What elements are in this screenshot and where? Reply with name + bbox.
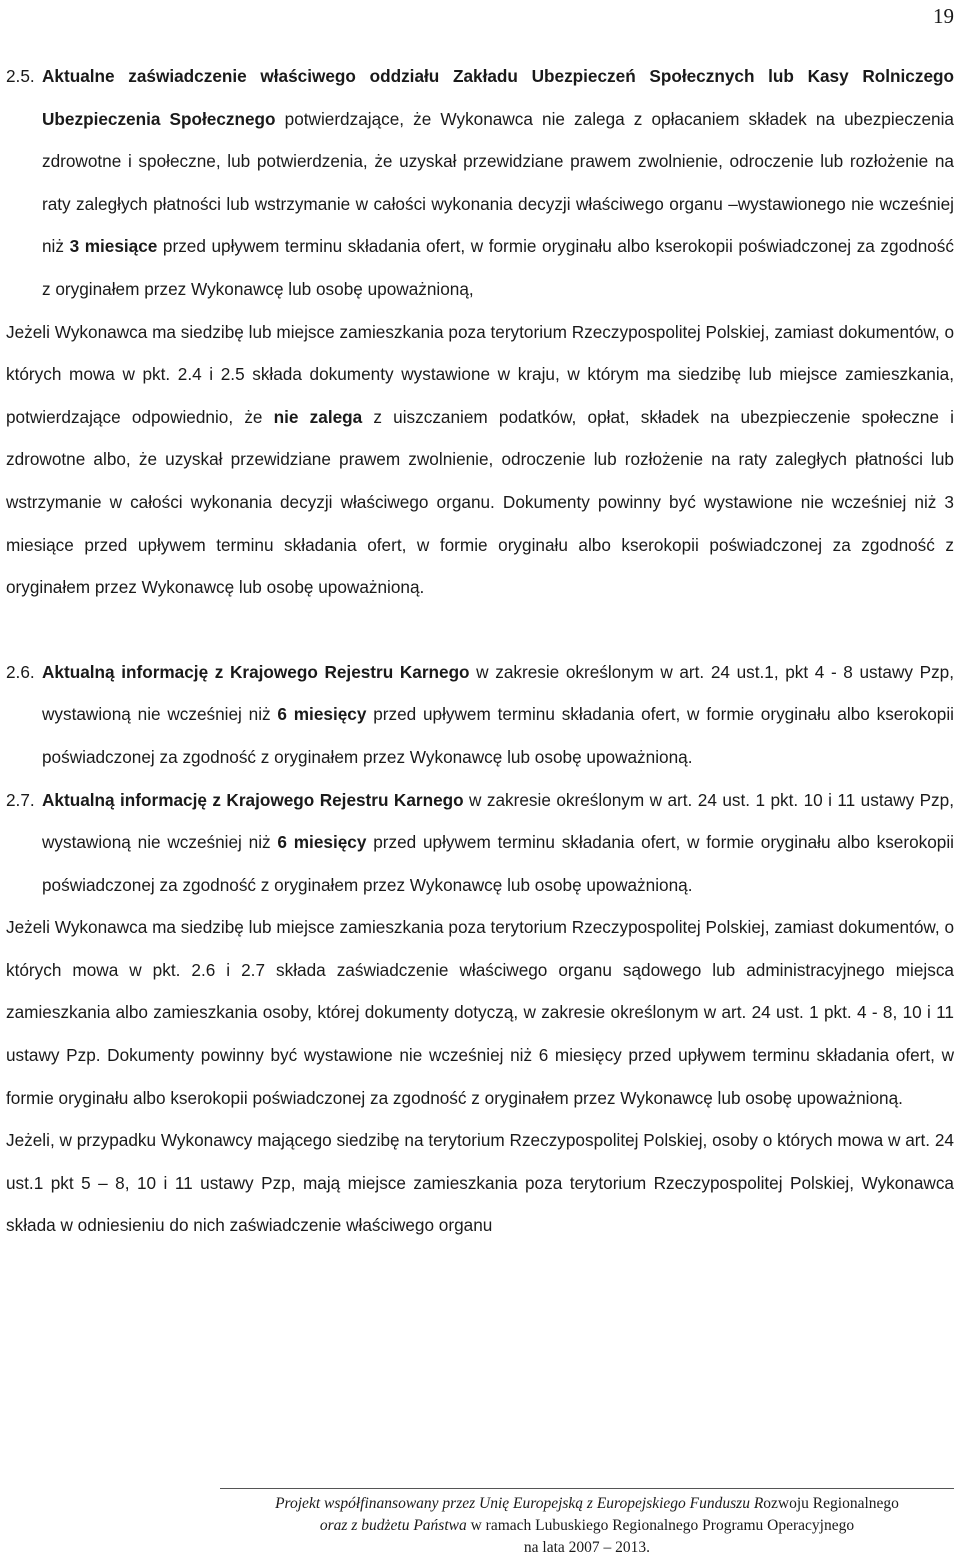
deadline-emphasis: 6 miesięcy bbox=[277, 832, 367, 853]
section-number: 2.5. bbox=[6, 66, 35, 86]
footer-line-2: oraz z budżetu Państwa w ramach Lubuskiego Regionalnego Programu Operacyjnego bbox=[319, 1517, 855, 1534]
footer-line-1: Projekt współfinansowany przez Unię Europejską z Europejskiego Funduszu Rozwoju Regionalnego bbox=[275, 1495, 899, 1512]
document-body bbox=[6, 55, 954, 1247]
section-2-6: 2.6. Aktualną informację z Krajowego Rejestru Karnego w zakresie określonym w art. 24 ust.1, pkt 4 - 8 ustawy Pzp, wystawioną nie wcześniej niż 6 miesięcy przed upływem terminu składania ofert, w formie oryginału albo kserokopii poświadczonej za zgodność z oryginałem przez Wykonawcę lub osobę upoważnioną. bbox=[6, 651, 954, 779]
page-footer bbox=[220, 1488, 954, 1559]
emphasis-nie-zalega: nie zalega bbox=[273, 406, 363, 427]
section-2-5: 2.5. Aktualne zaświadczenie właściwego oddziału Zakładu Ubezpieczeń Społecznych lub Kasy Rolniczego Ubezpieczenia Społecznego potwierdzające, że Wykonawca nie zalega z opłacaniem składek na ubezpieczenia zdrowotne i społeczne, lub potwierdzenia, że uzyskał przewidziane prawem zwolnienie, odroczenie lub rozłożenie na raty zaległych płatności lub wstrzymanie w całości wykonania decyzji właściwego organu –wystawionego nie wcześniej niż 3 miesiące przed upływem terminu składania ofert, w formie oryginału albo kserokopii poświadczonej za zgodność z oryginałem przez Wykonawcę lub osobę upoważnioną, bbox=[6, 55, 954, 311]
deadline-emphasis: 3 miesiące bbox=[69, 236, 158, 257]
section-heading: Aktualną informację z Krajowego Rejestru Karnego bbox=[42, 661, 470, 682]
footer-line-3: na lata 2007 – 2013. bbox=[523, 1539, 651, 1556]
section-number: 2.7. bbox=[6, 789, 35, 810]
deadline-emphasis: 6 miesięcy bbox=[277, 704, 367, 725]
page-number: 19 bbox=[933, 4, 954, 28]
section-heading: Aktualne zaświadczenie właściwego oddziału Zakładu Ubezpieczeń Społecznych lub Kasy Rolniczego Ubezpieczenia Społecznego bbox=[42, 66, 954, 129]
spacer bbox=[6, 609, 954, 651]
section-heading: Aktualną informację z Krajowego Rejestru Karnego bbox=[42, 789, 464, 810]
paragraph-foreign-contractor-1: Jeżeli Wykonawca ma siedzibę lub miejsce zamieszkania poza terytorium Rzeczypospolitej Polskiej, zamiast dokumentów, o których mowa w pkt. 2.4 i 2.5 składa dokumenty wystawione w kraju, w którym ma siedzibę lub miejsce zamieszkania, potwierdzające odpowiednio, że nie zalega z uiszczaniem podatków, opłat, składek na ubezpieczenie społeczne i zdrowotne albo, że uzyskał przewidziane prawem zwolnienie, odroczenie lub rozłożenie na raty zaległych płatności lub wstrzymanie w całości wykonania decyzji właściwego organu. Dokumenty powinny być wystawione nie wcześniej niż 3 miesiące przed upływem terminu składania ofert, w formie oryginału albo kserokopii poświadczonej za zgodność z oryginałem przez Wykonawcę lub osobę upoważnioną. bbox=[6, 321, 954, 598]
paragraph-foreign-persons: Jeżeli, w przypadku Wykonawcy mającego siedzibę na terytorium Rzeczypospolitej Polskiej, osoby o których mowa w art. 24 ust.1 pkt 5 – 8, 10 i 11 ustawy Pzp, mają miejsce zamieszkania poza terytorium Rzeczypospolitej Polskiej, Wykonawca składa w odniesieniu do nich zaświadczenie właściwego organu bbox=[6, 1130, 954, 1236]
section-number: 2.6. bbox=[6, 661, 35, 682]
paragraph-foreign-contractor-2: Jeżeli Wykonawca ma siedzibę lub miejsce zamieszkania poza terytorium Rzeczypospolitej Polskiej, zamiast dokumentów, o których mowa w pkt. 2.6 i 2.7 składa zaświadczenie właściwego organu sądowego lub administracyjnego miejsca zamieszkania albo zamieszkania osoby, której dokumenty dotyczą, w zakresie określonym w art. 24 ust. 1 pkt. 4 - 8, 10 i 11 ustawy Pzp. Dokumenty powinny być wystawione nie wcześniej niż 6 miesięcy przed upływem terminu składania ofert, w formie oryginału albo kserokopii poświadczonej za zgodność z oryginałem przez Wykonawcę lub osobę upoważnioną. bbox=[6, 917, 954, 1108]
section-2-7: 2.7. Aktualną informację z Krajowego Rejestru Karnego w zakresie określonym w art. 24 ust. 1 pkt. 10 i 11 ustawy Pzp, wystawioną nie wcześniej niż 6 miesięcy przed upływem terminu składania ofert, w formie oryginału albo kserokopii poświadczonej za zgodność z oryginałem przez Wykonawcę lub osobę upoważnioną. bbox=[6, 779, 954, 907]
